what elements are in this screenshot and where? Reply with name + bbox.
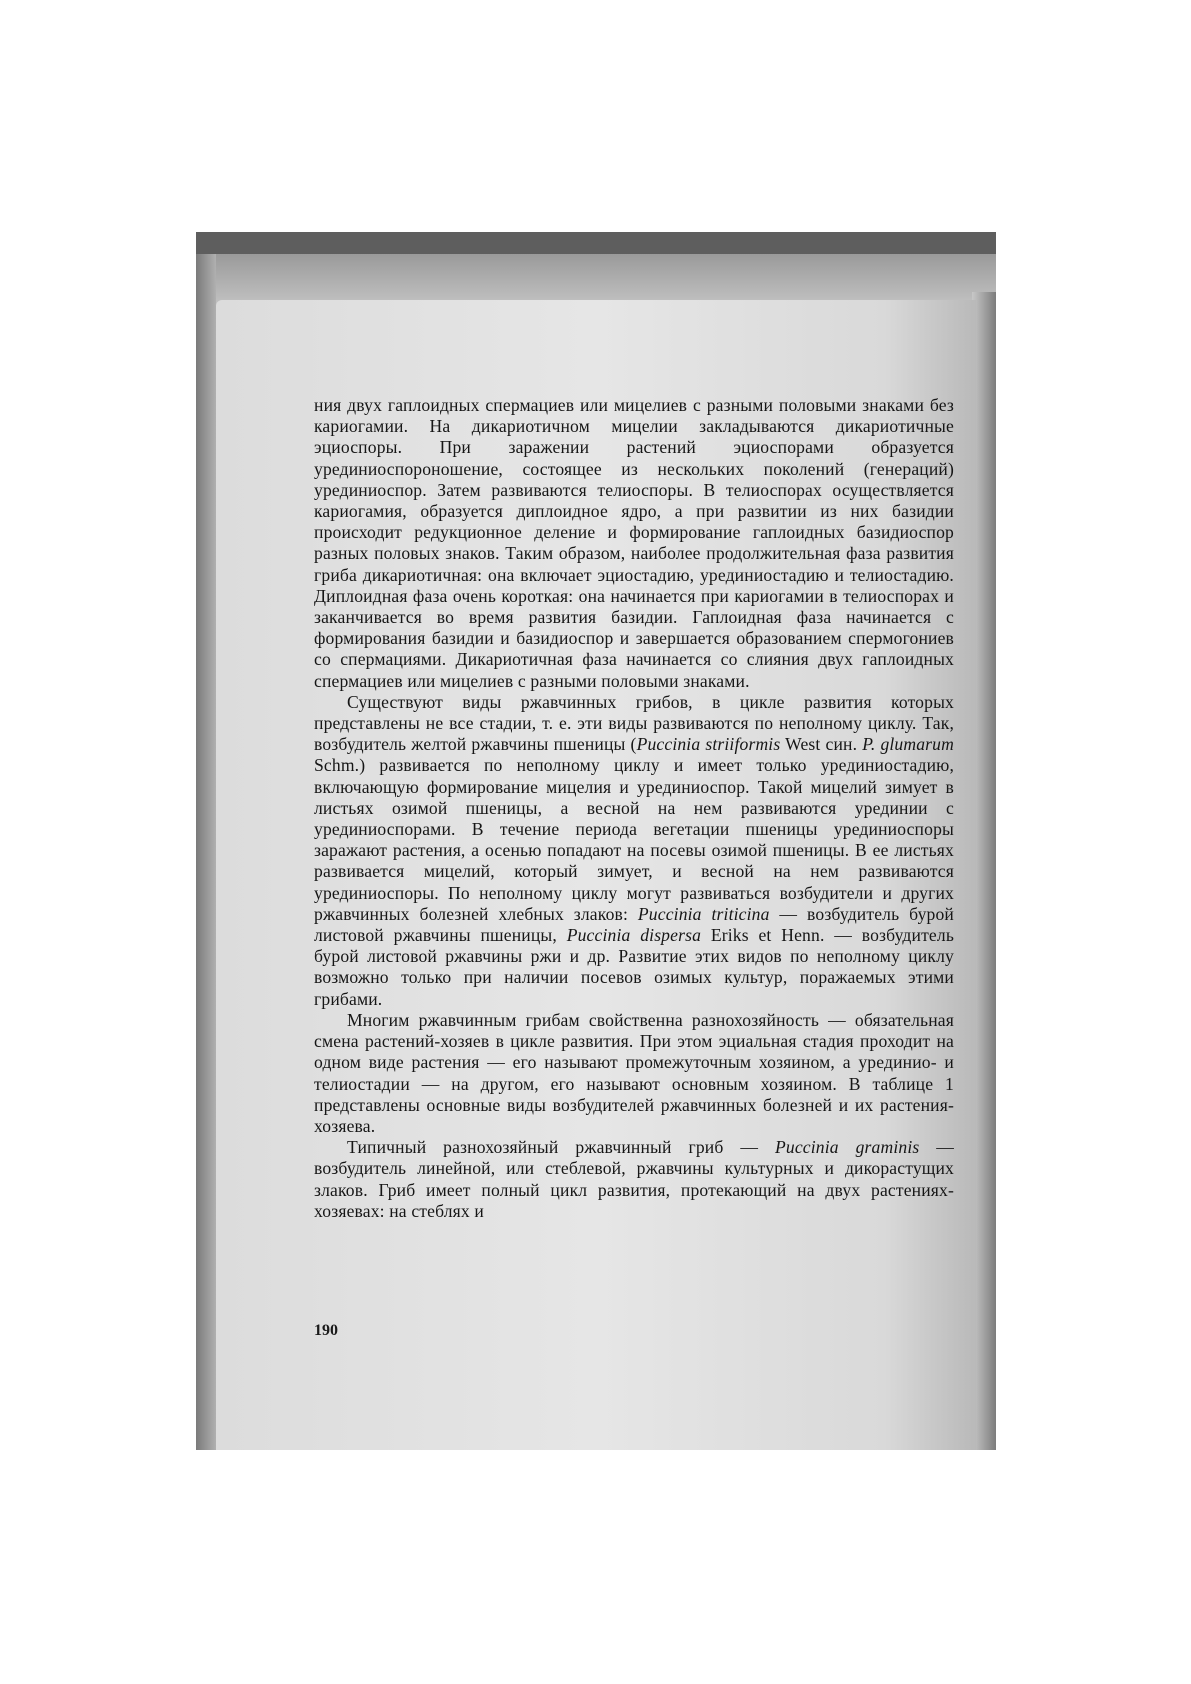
text-run: Существуют виды ржавчинных грибов, в цикле развития которых представлены не все стадии, т. е. эти виды развиваются по неполному циклу. Так, возбудитель желтой ржавчины пшеницы (	[314, 691, 954, 755]
species-name: P. glumarum	[862, 734, 954, 755]
text-run: Многим ржавчинным грибам свойственна разнохозяйность — обязательная смена растений-хозяев в цикле развития. При этом эциальная стадия проходит на одном виде растения — его называют промежуточным хозяином, а урединио- и телиостадии — на другом, его называют основным хозяином. В таблице 1 представлены основные виды возбудителей ржавчинных болезней и их растения-хозяева.	[314, 1009, 954, 1136]
text-run: Schm.) развивается по неполному циклу и имеет только урединиостадию, включающую формирование мицелия и урединиоспор. Такой мицелий зимует в листьях озимой пшеницы, а весной на нем развиваются урединии с урединиоспорами. В течение периода вегетации пшеницы урединиоспоры заражают растения, а осенью попадают на посевы озимой пшеницы. В ее листьях развивается мицелий, который зимует, и весной на нем развиваются урединиоспоры. По неполному циклу могут развиваться возбудители и других ржавчинных болезней хлебных злаков:	[314, 755, 954, 924]
page-number: 190	[314, 1322, 338, 1339]
species-name: Puccinia striiformis	[636, 734, 781, 755]
page-sheet	[216, 300, 976, 1450]
text-run: Eriks et Henn. — возбудитель бурой листовой ржавчины ржи и др. Развитие этих видов по неполному циклу возможно только при наличии посевов озимых культур, поражаемых этими грибами.	[314, 925, 954, 1009]
body-text	[314, 301, 954, 1222]
species-name: Puccinia dispersa	[566, 925, 702, 946]
text-run: — возбудитель бурой листовой ржавчины пшеницы,	[314, 903, 954, 946]
text-run: ния двух гаплоидных спермациев или мицелиев с разными половыми знаками без кариогамии. На дикариотичном мицелии закладываются дикариотичные эциоспоры. При заражении растений эциоспорами образуется урединиоспороношение, состоящее из нескольких поколений (генераций) урединиоспор. Затем развиваются телиоспоры. В телиоспорах осуществляется кариогамия, образуется диплоидное ядро, а при развитии из них базидии происходит редукционное деление и формирование гаплоидных базидиоспор разных половых знаков. Таким образом, наиболее продолжительная фаза развития гриба дикариотичная: она включает эциостадию, урединиостадию и телиостадию. Диплоидная фаза очень короткая: она начинается при кариогамии в телиоспорах и заканчивается во время развития базидии. Гаплоидная фаза начинается с формирования базидии и базидиоспор и завершается образованием спермогониев со спермациями. Дикариотичная фаза начинается со слияния двух гаплоидных спермациев или мицелиев с разными половыми знаками.	[314, 395, 954, 691]
paragraph	[314, 395, 954, 692]
scanned-page	[196, 232, 996, 1450]
text-run: West син.	[780, 734, 863, 755]
text-run: Типичный разнохозяйный ржавчинный гриб —	[347, 1137, 775, 1158]
text-run: — возбудитель линейной, или стеблевой, ржавчины культурных и дикорастущих злаков. Гриб имеет полный цикл развития, протекающий на двух растениях-хозяевах: на стеблях и	[314, 1137, 955, 1221]
species-name: Puccinia graminis	[774, 1137, 920, 1158]
scan-top-shadow	[196, 232, 996, 254]
paragraph	[314, 1010, 954, 1137]
paragraph	[314, 1137, 954, 1222]
scan-left-edge	[196, 254, 216, 1450]
species-name: Puccinia triticina	[637, 903, 770, 924]
paragraph	[314, 692, 954, 1010]
